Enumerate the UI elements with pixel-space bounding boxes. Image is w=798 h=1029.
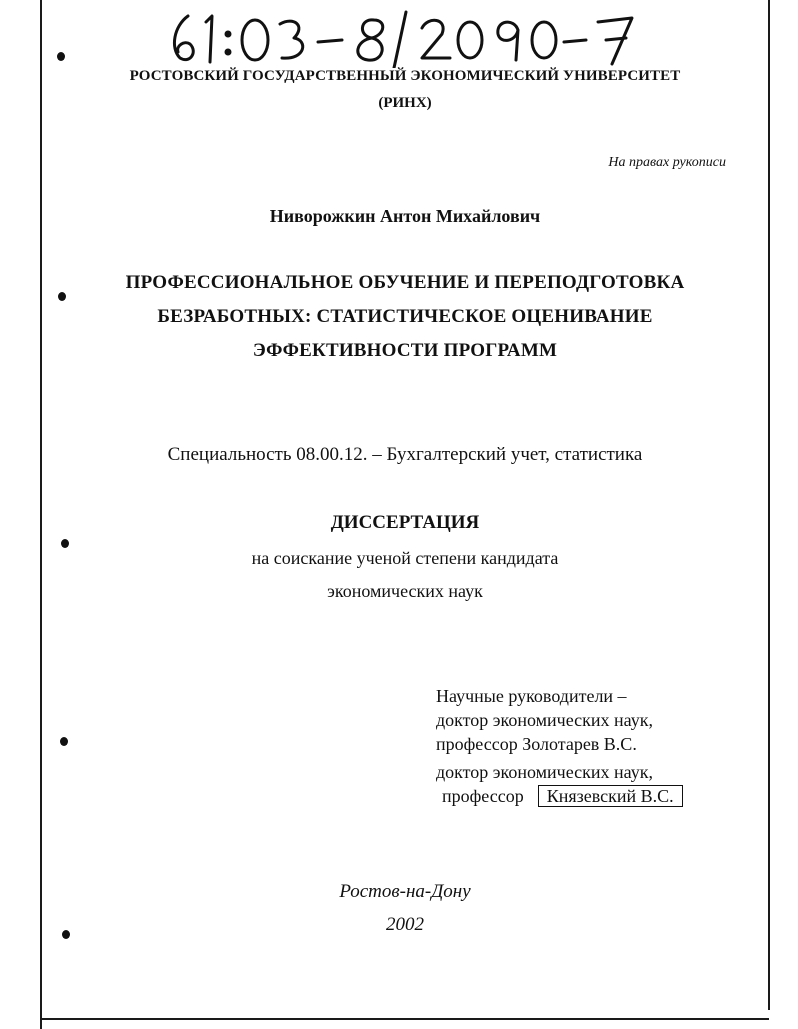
supervisor-2-name: Князевский В.С. bbox=[538, 785, 683, 807]
university-abbreviation: (РИНХ) bbox=[378, 95, 432, 111]
page-edge-right bbox=[768, 0, 770, 1010]
supervisor-1-name: профессор Золотарев В.С. bbox=[436, 734, 637, 754]
supervisor-2-degree: доктор экономических наук, bbox=[436, 762, 653, 782]
specialty: Специальность 08.00.12. – Бухгалтерский учет, статистика bbox=[167, 444, 643, 465]
title-line-3: ЭФФЕКТИВНОСТИ ПРОГРАММ bbox=[252, 340, 558, 361]
title-line-1: ПРОФЕССИОНАЛЬНОЕ ОБУЧЕНИЕ И ПЕРЕПОДГОТОВКА bbox=[125, 272, 685, 293]
author-name: Ниворожкин Антон Михайлович bbox=[269, 206, 541, 226]
binding-hole-3 bbox=[61, 539, 69, 548]
supervisors-heading: Научные руководители – bbox=[436, 686, 627, 706]
city: Ростов-на-Дону bbox=[339, 881, 471, 902]
supervisor-1-degree: доктор экономических наук, bbox=[436, 710, 653, 730]
supervisor-2-line bbox=[436, 784, 683, 808]
binding-hole-1 bbox=[57, 52, 65, 61]
supervisor-2-title: профессор bbox=[442, 786, 524, 806]
title-line-2: БЕЗРАБОТНЫХ: СТАТИСТИЧЕСКОЕ ОЦЕНИВАНИЕ bbox=[157, 306, 653, 327]
handwritten-catalog-number bbox=[160, 8, 640, 68]
university-name: РОСТОВСКИЙ ГОСУДАРСТВЕННЫЙ ЭКОНОМИЧЕСКИЙ УНИВЕРСИТЕТ bbox=[129, 68, 681, 84]
supervisor-2-block bbox=[436, 760, 683, 808]
degree-line-2: экономических наук bbox=[327, 581, 483, 601]
year: 2002 bbox=[386, 914, 424, 935]
page-edge-bottom bbox=[40, 1018, 769, 1020]
supervisors-block bbox=[436, 684, 653, 756]
document-type: ДИССЕРТАЦИЯ bbox=[330, 512, 480, 533]
manuscript-rights-note: На правах рукописи bbox=[608, 155, 726, 170]
degree-line-1: на соискание ученой степени кандидата bbox=[251, 548, 559, 568]
binding-hole-4 bbox=[60, 737, 68, 746]
